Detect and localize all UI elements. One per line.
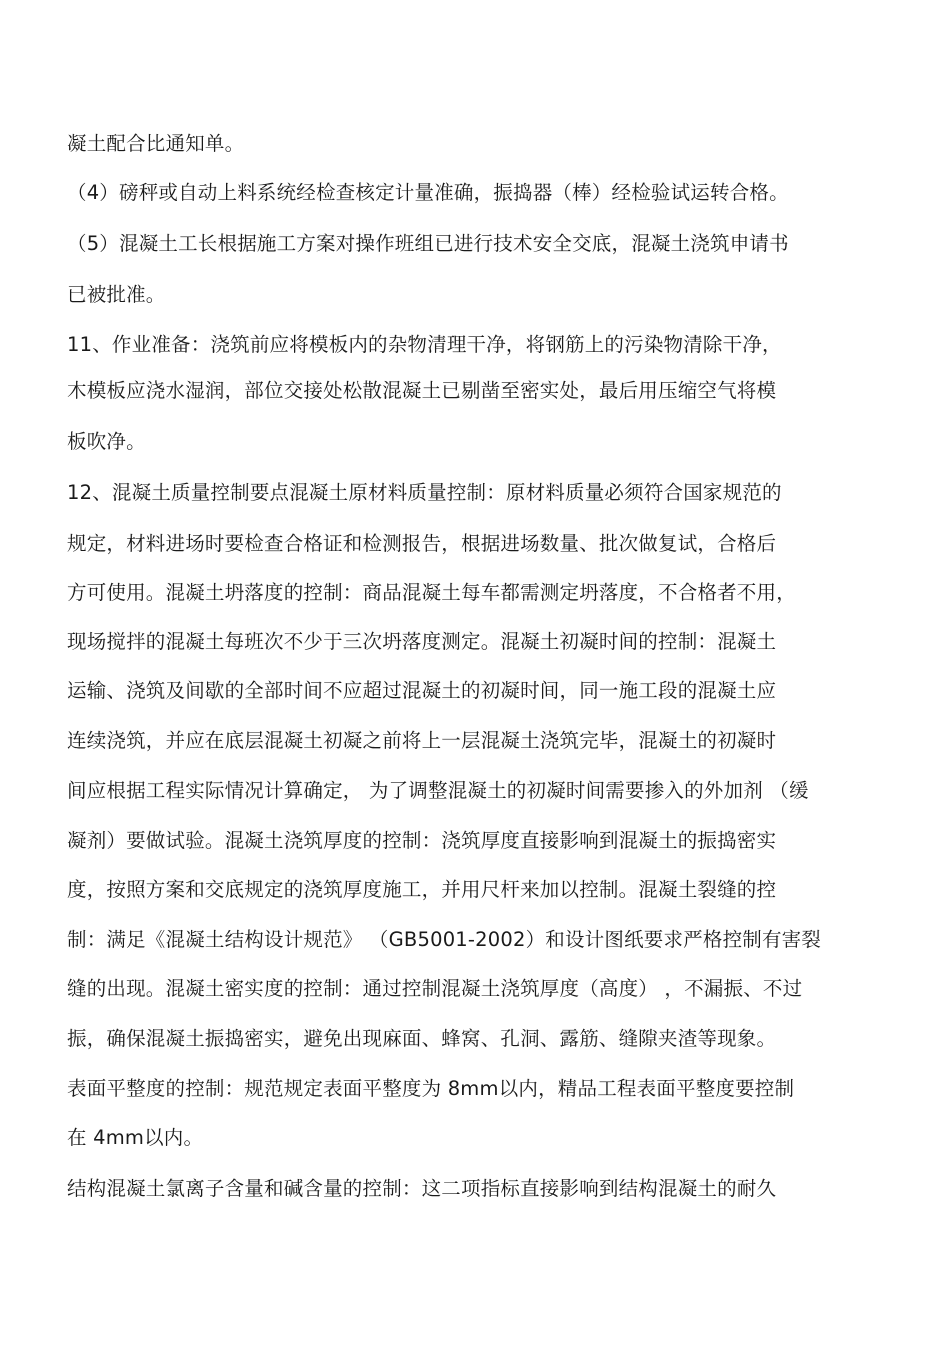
text-line: 规定，材料进场时要检查合格证和检测报告，根据进场数量、批次做复试，合格后 <box>67 532 777 555</box>
text-line: 12、混凝土质量控制要点混凝土原材料质量控制：原材料质量必须符合国家规范的 <box>67 481 782 504</box>
text-line: 11、作业准备：浇筑前应将模板内的杂物清理干净，将钢筋上的污染物清除干净， <box>67 333 782 356</box>
text-line: 度，按照方案和交底规定的浇筑厚度施工，并用尺杆来加以控制。混凝土裂缝的控 <box>67 878 777 901</box>
text-line: 已被批准。 <box>67 283 166 306</box>
text-line: 缝的出现。混凝土密实度的控制：通过控制混凝土浇筑厚度（高度） ，不漏振、不过 <box>67 977 803 1000</box>
text-line: 凝土配合比通知单。 <box>67 132 245 155</box>
text-line: 表面平整度的控制：规范规定表面平整度为 8mm以内，精品工程表面平整度要控制 <box>67 1077 795 1100</box>
text-line: 间应根据工程实际情况计算确定， 为了调整混凝土的初凝时间需要掺入的外加剂 （缓 <box>67 779 809 802</box>
text-line: 结构混凝土氯离子含量和碱含量的控制：这二项指标直接影响到结构混凝土的耐久 <box>67 1177 777 1200</box>
text-line: 运输、浇筑及间歇的全部时间不应超过混凝土的初凝时间，同一施工段的混凝土应 <box>67 679 777 702</box>
text-line: 在 4mm以内。 <box>67 1126 204 1149</box>
text-line: （4）磅秤或自动上料系统经检查核定计量准确，振捣器（棒）经检验试运转合格。 <box>67 181 789 204</box>
text-line: 木模板应浇水湿润，部位交接处松散混凝土已剔凿至密实处，最后用压缩空气将模 <box>67 379 777 402</box>
text-line: 现场搅拌的混凝土每班次不少于三次坍落度测定。混凝土初凝时间的控制：混凝土 <box>67 630 777 653</box>
text-line: 板吹净。 <box>67 430 146 453</box>
text-line: 连续浇筑，并应在底层混凝土初凝之前将上一层混凝土浇筑完毕，混凝土的初凝时 <box>67 729 777 752</box>
text-line: 凝剂）要做试验。混凝土浇筑厚度的控制：浇筑厚度直接影响到混凝土的振捣密实 <box>67 829 777 852</box>
text-line: 方可使用。混凝土坍落度的控制：商品混凝土每车都需测定坍落度，不合格者不用， <box>67 581 796 604</box>
text-line: （5）混凝土工长根据施工方案对操作班组已进行技术安全交底，混凝土浇筑申请书 <box>67 232 789 255</box>
text-line: 制：满足《混凝土结构设计规范》 （GB5001-2002）和设计图纸要求严格控制有害裂 <box>67 928 822 951</box>
text-line: 振，确保混凝土振捣密实，避免出现麻面、蜂窝、孔洞、露筋、缝隙夹渣等现象。 <box>67 1027 777 1050</box>
